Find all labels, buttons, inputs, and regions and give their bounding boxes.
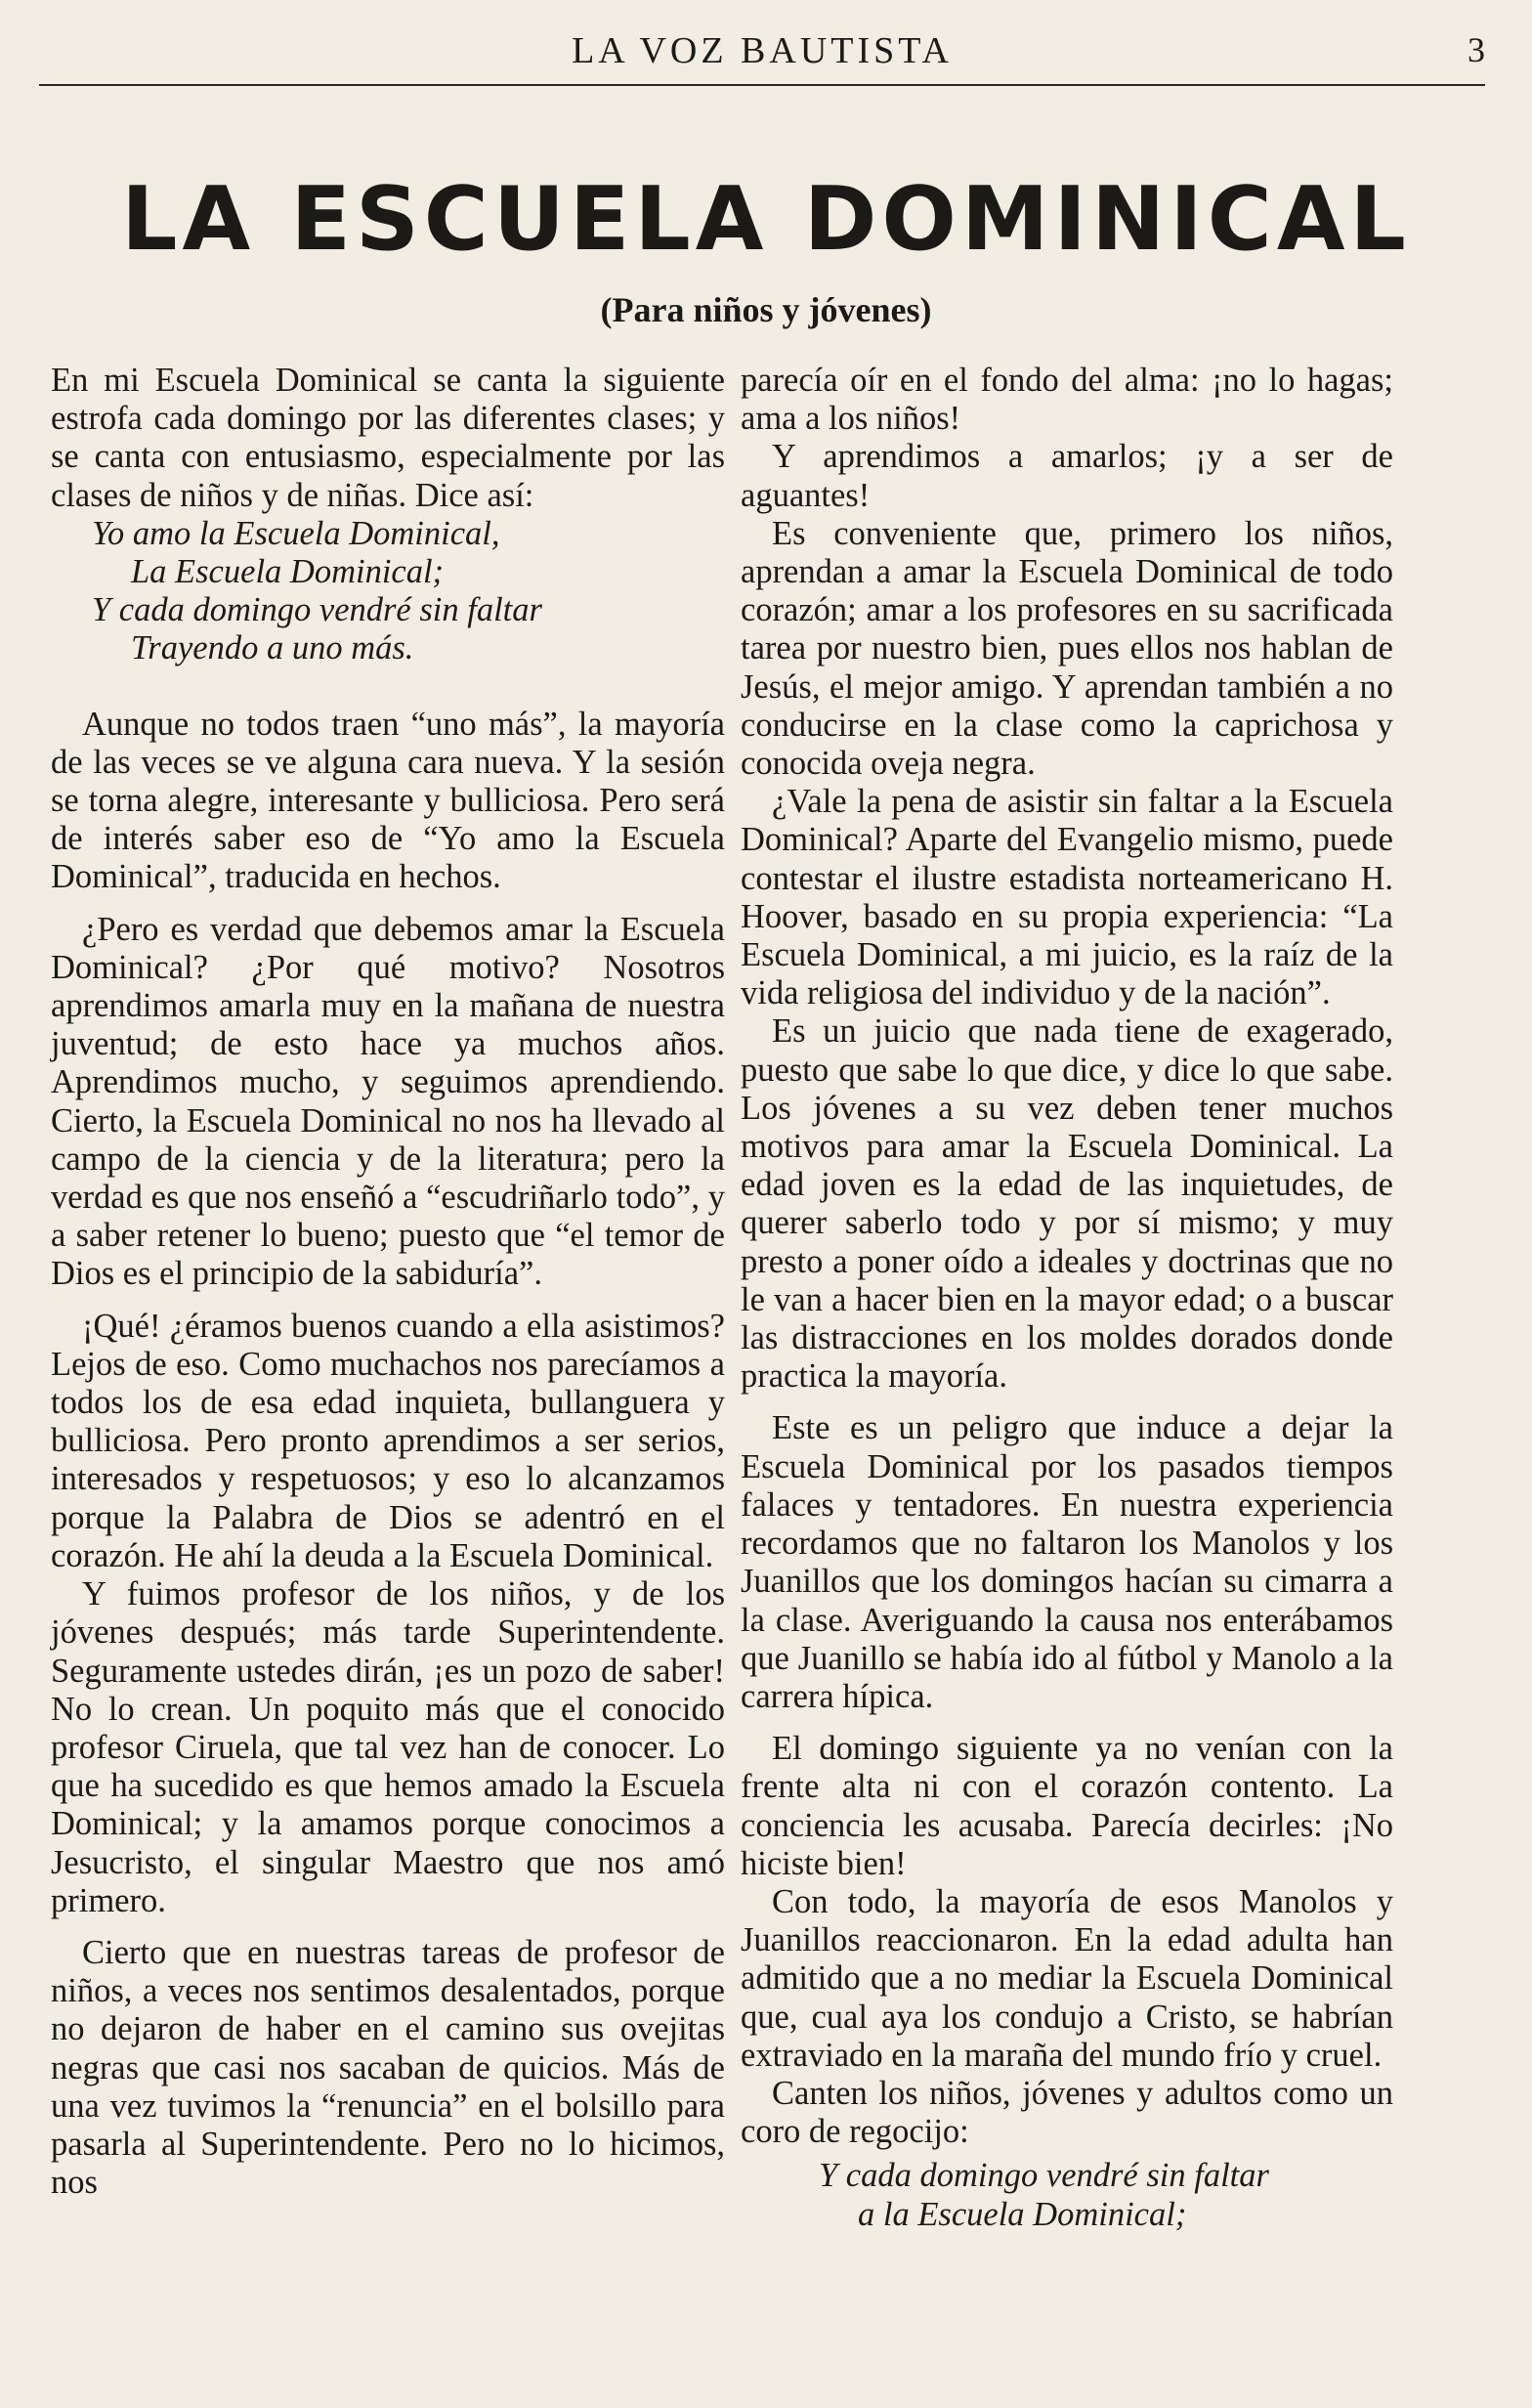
verse-line: Trayendo a uno más. — [131, 629, 414, 667]
paragraph: Este es un peligro que induce a dejar la Escuela Dominical por los pasados tiempos falaces y tentadores. En nuestra experiencia recordamos que no faltaron los Manolos y los Juanillos que los domingos hacían su cimarra a la clase. Averiguando la causa nos enterábamos que Juanillo se había ido al fútbol y Manolo a la carrera hípica. — [741, 1409, 1393, 1715]
paragraph: ¿Vale la pena de asistir sin faltar a la Escuela Dominical? Aparte del Evangelio mismo, puede contestar el ilustre estadista norteamericano H. Hoover, basado en su propia experiencia: “La Escuela Dominical, a mi juicio, es la raíz de la vida religiosa del individuo y de la nación”. — [741, 783, 1393, 1012]
article-subtitle: (Para niños y jóvenes) — [600, 290, 932, 329]
hymn-verse-closing — [741, 2157, 1393, 2233]
paragraph: Es conveniente que, primero los niños, aprendan a amar la Escuela Dominical de todo corazón; amar a los profesores en su sacrificada tarea por nuestro bien, pues ellos nos hablan de Jesús, el mejor amigo. Y aprendan también a no conducirse en la clase como la caprichosa y conocida oveja negra. — [741, 514, 1393, 783]
verse-line: Y cada domingo vendré sin faltar — [92, 591, 542, 629]
journal-name: LA VOZ BAUTISTA — [572, 30, 953, 71]
paragraph: El domingo siguiente ya no venían con la frente alta ni con el corazón contento. La conciencia les acusaba. Parecía decirles: ¡No hiciste bien! — [741, 1730, 1393, 1882]
paragraph: En mi Escuela Dominical se canta la siguiente estrofa cada domingo por las diferentes clases; y se canta con entusiasmo, especialmente por las clases de niños y de niñas. Dice así: — [51, 362, 725, 514]
paragraph: Aunque no todos traen “uno más”, la mayoría de las veces se ve alguna cara nueva. Y la sesión se torna alegre, interesante y bulliciosa. Pero será de interés saber eso de “Yo amo la Escuela Dominical”, traducida en hechos. — [51, 705, 725, 896]
verse-line: Yo amo la Escuela Dominical, — [92, 514, 500, 552]
paragraph-continued: parecía oír en el fondo del alma: ¡no lo hagas; ama a los niños! — [741, 362, 1393, 438]
paragraph: Y fuimos profesor de los niños, y de los jóvenes después; más tarde Superintendente. Seguramente ustedes dirán, ¡es un pozo de saber! No lo crean. Un poquito más que el conocido profesor Ciruela, que tal vez han de conocer. Lo que ha sucedido es que hemos amado la Escuela Dominical; y la amamos porque conocimos a Jesucristo, el singular Maestro que nos amó primero. — [51, 1575, 725, 1919]
verse-line: Y cada domingo vendré sin faltar — [819, 2157, 1269, 2195]
paragraph: ¡Qué! ¿éramos buenos cuando a ella asistimos? Lejos de eso. Como muchachos nos parecíamos a todos los de esa edad inquieta, bullanguera y bulliciosa. Pero pronto aprendimos a ser serios, interesados y respetuosos; y eso lo alcanzamos porque la Palabra de Dios se adentró en el corazón. He ahí la deuda a la Escuela Dominical. — [51, 1307, 725, 1574]
page-number: 3 — [1468, 30, 1485, 69]
running-head — [39, 29, 1485, 86]
verse-line: La Escuela Dominical; — [131, 553, 445, 591]
paragraph: Canten los niños, jóvenes y adultos como un coro de regocijo: — [741, 2074, 1393, 2151]
hymn-verse — [51, 515, 725, 668]
paragraph: Cierto que en nuestras tareas de profesor de niños, a veces nos sentimos desalentados, porque no dejaron de haber en el camino sus ovejitas negras que casi nos sacaban de quicios. Más de una vez tuvimos la “renuncia” en el bolsillo para pasarla al Superintendente. Pero no lo hicimos, nos — [51, 1933, 725, 2202]
article-title: LA ESCUELA DOMINICAL — [121, 168, 1411, 271]
left-column — [51, 362, 725, 2202]
paragraph: ¿Pero es verdad que debemos amar la Escuela Dominical? ¿Por qué motivo? Nosotros aprendimos amarla muy en la mañana de nuestra juventud; de esto hace ya muchos años. Aprendimos mucho, y seguimos aprendiendo. Cierto, la Escuela Dominical no nos ha llevado al campo de la ciencia y de la literatura; pero la verdad es que nos enseñó a “escudriñarlo todo”, y a saber retener lo bueno; puesto que “el temor de Dios es el principio de la sabiduría”. — [51, 910, 725, 1293]
verse-line: a la Escuela Dominical; — [858, 2195, 1187, 2233]
paragraph: Y aprendimos a amarlos; ¡y a ser de aguantes! — [741, 438, 1393, 514]
paragraph: Es un juicio que nada tiene de exagerado, puesto que sabe lo que dice, y dice lo que sabe. Los jóvenes a su vez deben tener muchos motivos para amar la Escuela Dominical. La edad joven es la edad de las inquietudes, de querer saberlo todo y por sí mismo; y muy presto a poner oído a ideales y doctrinas que no le van a hacer bien en la mayor edad; o a buscar las distracciones en los moldes dorados donde practica la mayoría. — [741, 1012, 1393, 1396]
paragraph: Con todo, la mayoría de esos Manolos y Juanillos reaccionaron. En la edad adulta han admitido que a no mediar la Escuela Dominical que, cual aya los condujo a Cristo, se habrían extraviado en la maraña del mundo frío y cruel. — [741, 1882, 1393, 2074]
right-column — [741, 362, 1393, 2234]
